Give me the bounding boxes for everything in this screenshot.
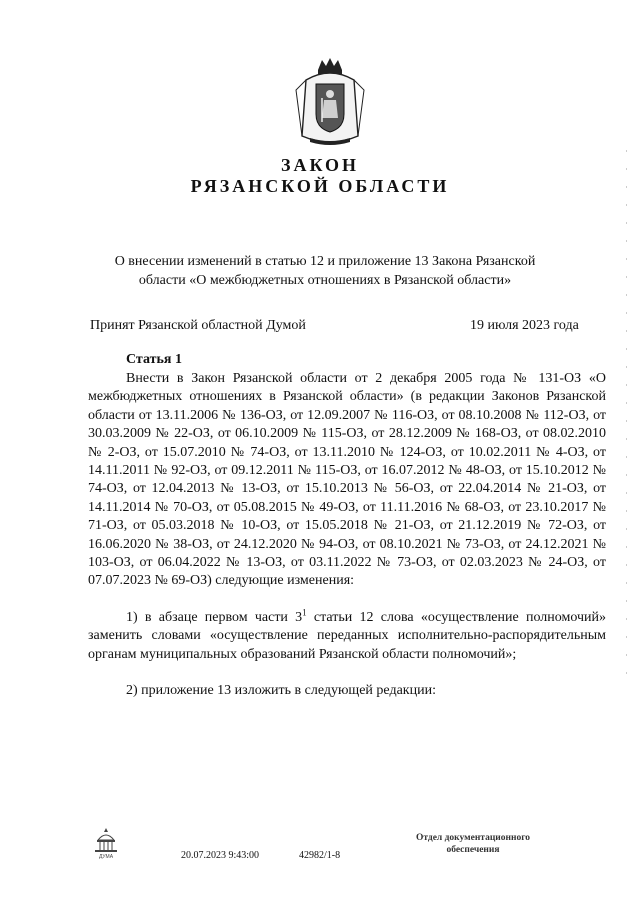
footer-datetime: 20.07.2023 9:43:00	[181, 850, 260, 861]
item1-superscript: 1	[302, 607, 307, 618]
law-subject: О внесении изменений в статью 12 и приложение 13 Закона Рязанской области «О межбюджетных отношениях в Рязанской области»	[114, 254, 536, 288]
article-intro: Внести в Закон Рязанской области от 2 декабря 2005 года № 131-ОЗ «О межбюджетных отношениях в Рязанской области» (в редакции Законов Рязанской области от 13.11.2006 № 136-ОЗ, от 12.09.2007 № 116-ОЗ, от 08.10.2008 № 112-ОЗ, от 30.03.2009 № 22-ОЗ, от 06.10.2009 № 115-ОЗ, от 28.12.2009 № 168-ОЗ, от 08.02.2010 № 2-ОЗ, от 15.07.2010 № 74-ОЗ, от 13.11.2010 № 124-ОЗ, от 10.02.2011 № 4-ОЗ, от 14.11.2011 № 92-ОЗ, от 09.12.2011 № 115-ОЗ, от 16.07.2012 № 48-ОЗ, от 15.10.2012 № 74-ОЗ, от 12.04.2013 № 13-ОЗ, от 15.10.2013 № 56-ОЗ, от 22.04.2014 № 21-ОЗ, от 14.11.2014 № 70-ОЗ, от 05.08.2015 № 49-ОЗ, от 11.11.2016 № 68-ОЗ, от 23.10.2017 № 71-ОЗ, от 05.03.2018 № 10-ОЗ, от 15.05.2018 № 21-ОЗ, от 21.12.2019 № 72-ОЗ, от 16.06.2020 № 38-ОЗ, от 24.12.2020 № 94-ОЗ, от 08.10.2021 № 73-ОЗ, от 24.12.2021 № 103-ОЗ, от 06.04.2022 № 13-ОЗ, от 03.11.2022 № 73-ОЗ, от 02.03.2023 № 24-ОЗ, от 07.07.2023 № 69-ОЗ) следующие изменения:	[88, 371, 606, 589]
footer-reg-number: 42982/1-8	[299, 850, 341, 861]
margin-scan-mark	[626, 150, 627, 690]
adopted-by: Принят Рязанской областной Думой	[90, 318, 306, 333]
coat-of-arms-emblem	[292, 56, 368, 152]
item1-text-end: статьи 12 слова «осуществление полномочий» заменить словами «осуществление переданных исполнительно-распорядительным органам муниципальных образований Рязанской области полномочий»;	[88, 610, 606, 662]
logo-text: ДУМА	[98, 854, 114, 860]
law-title: ЗАКОН	[280, 155, 360, 175]
stamp-line-1: Отдел документационного	[415, 833, 531, 843]
registration-stamp	[398, 832, 548, 856]
article-item-1	[88, 609, 606, 664]
duma-logo-icon	[92, 826, 120, 860]
article-title: Статья 1	[126, 352, 182, 367]
item1-text-start: 1) в абзаце первом части 3	[126, 610, 303, 625]
law-region: РЯЗАНСКОЙ ОБЛАСТИ	[190, 176, 450, 196]
stamp-line-2: обеспечения	[446, 845, 500, 855]
adopted-date: 19 июля 2023 года	[470, 318, 579, 333]
article-item-2: 2) приложение 13 изложить в следующей редакции:	[126, 683, 436, 698]
